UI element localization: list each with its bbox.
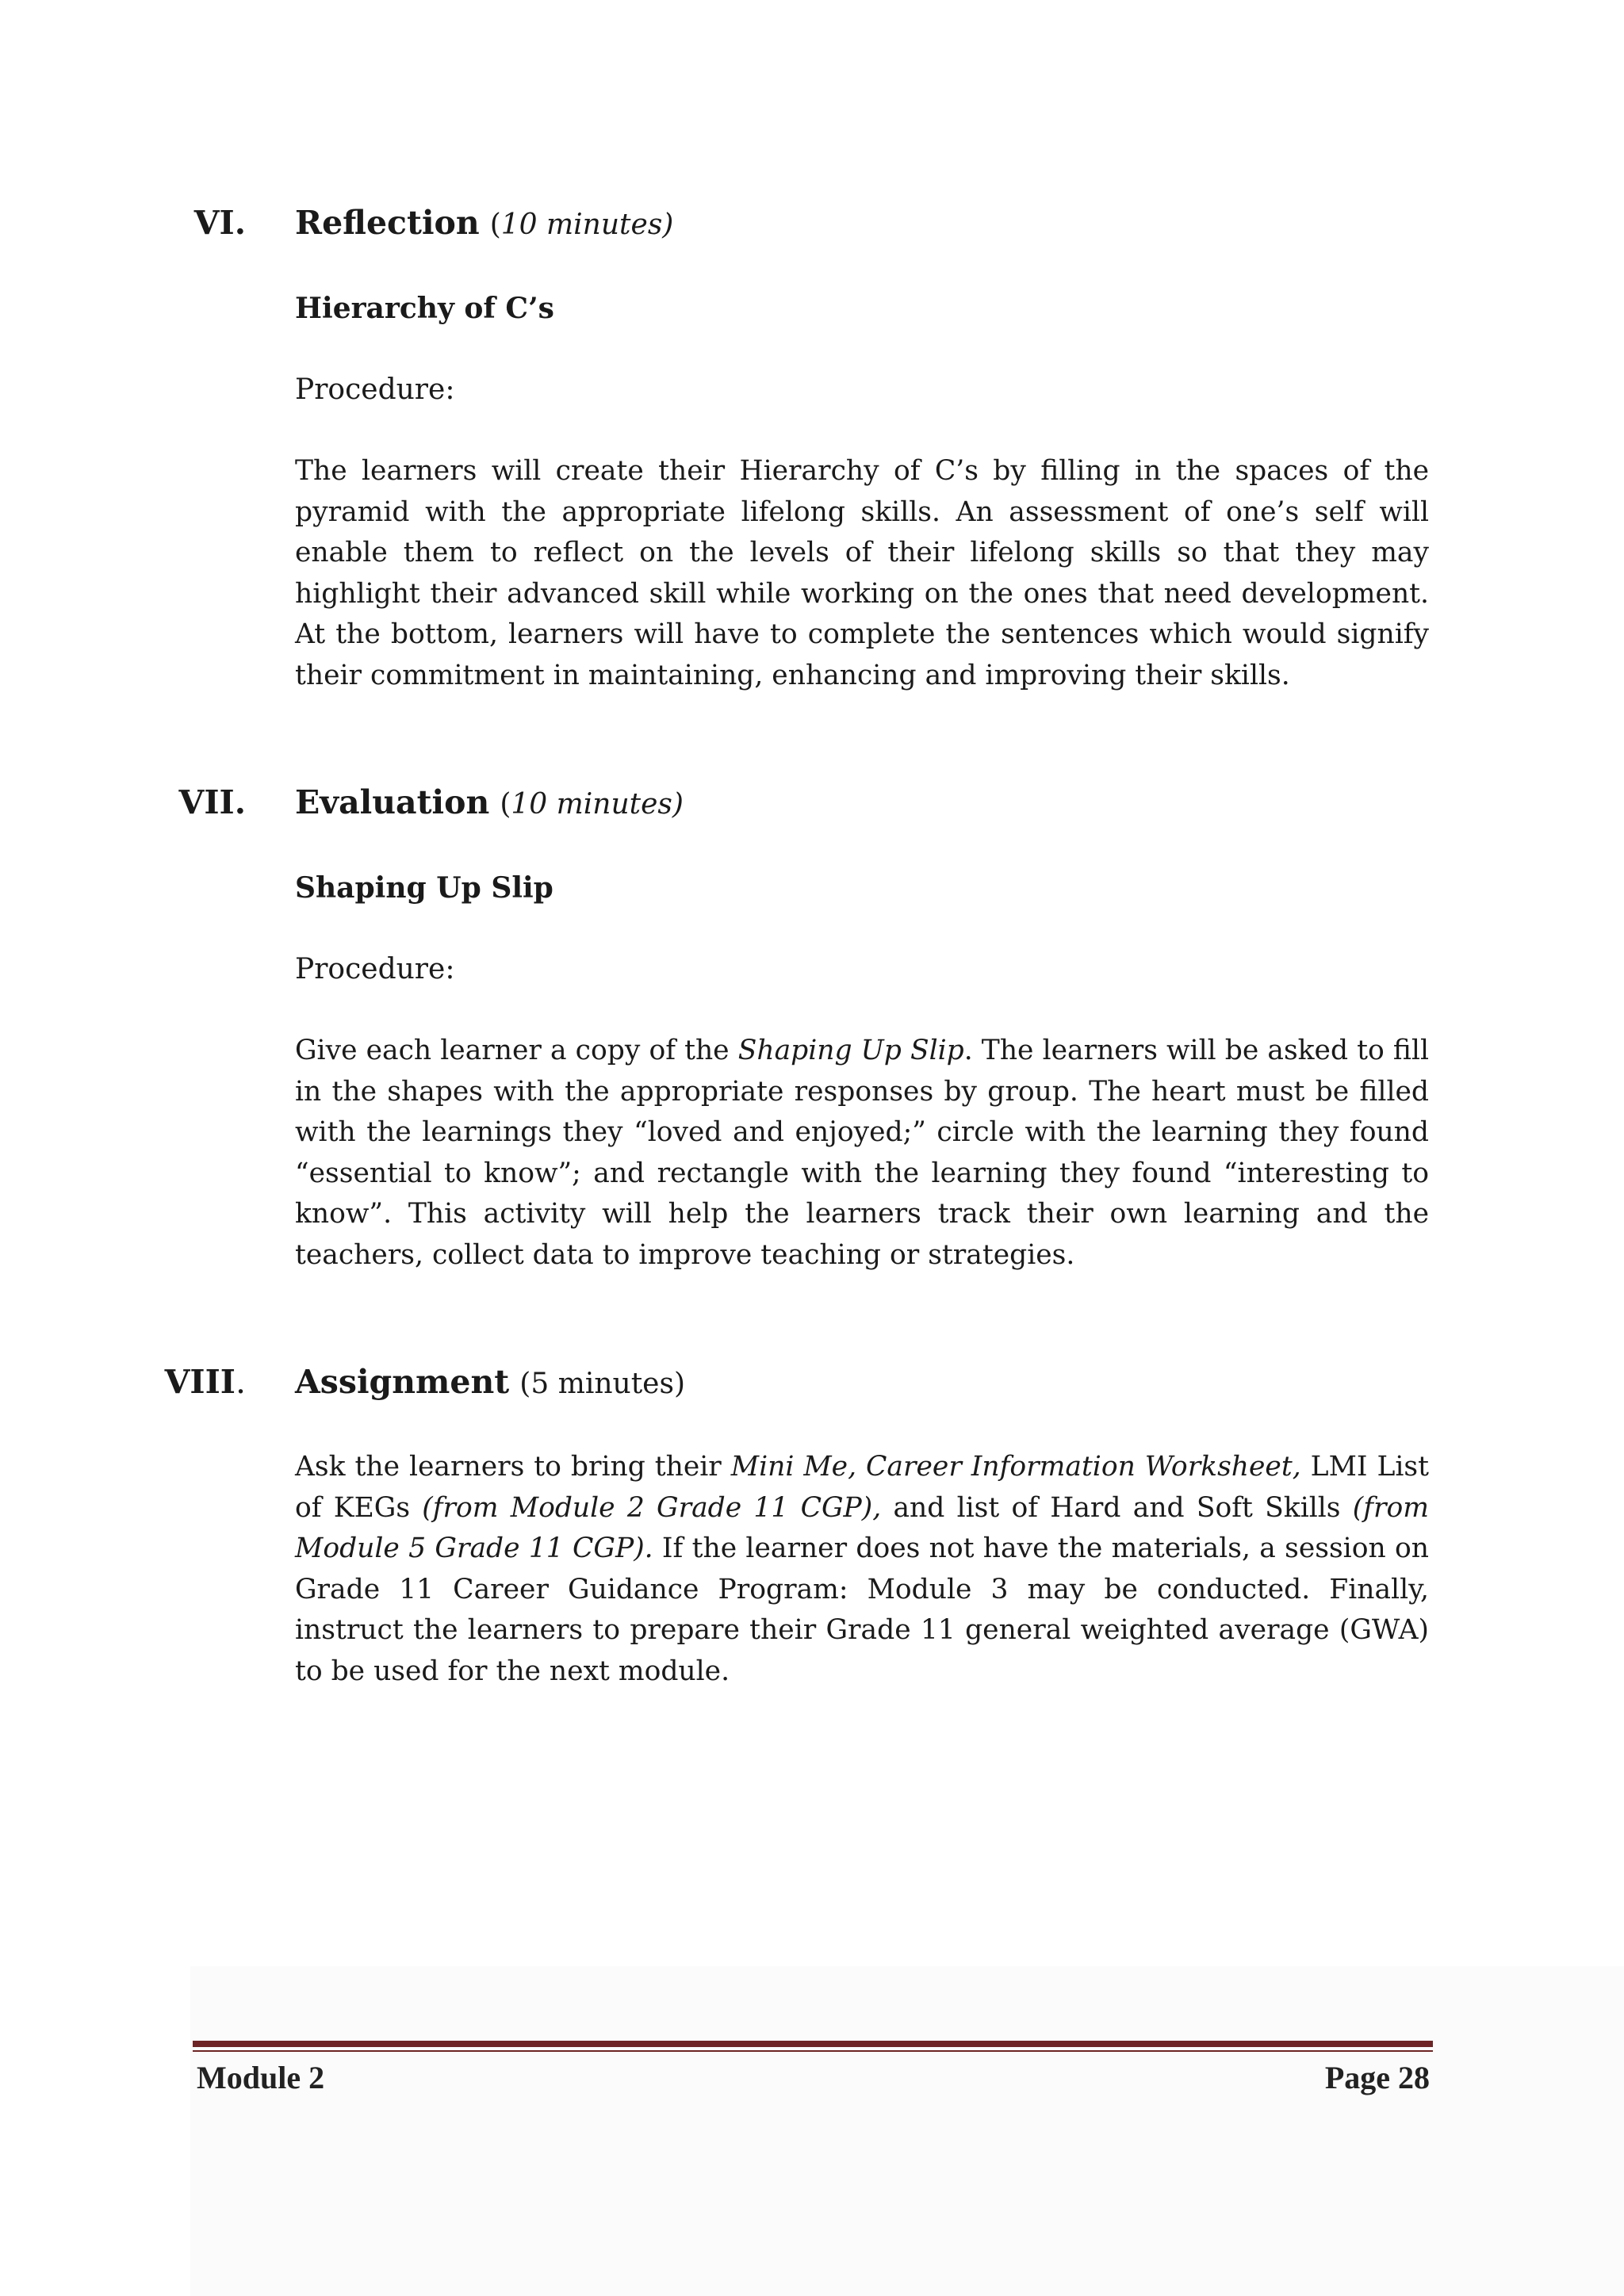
section-number-text: VIII [164, 1363, 236, 1401]
paragraph-reflection: The learners will create their Hierarchy of C’s by filling in the spaces of the pyramid with the appropriate lifelong skills. An assessment of one’s self will enable them to reflect on the levels of their lifelong skills so that they may highlight their advanced skill while working on the ones that need development. At the bottom, learners will have to complete the sentences which would signify their commitment in maintaining, enhancing and improving their skills. [295, 455, 1429, 691]
footer-page-number: Page 28 [1324, 2060, 1430, 2095]
section-heading [295, 201, 673, 247]
section-heading [295, 781, 684, 826]
text-run-italic: Shaping Up Slip [737, 1035, 964, 1066]
paragraph-assignment [295, 1447, 1429, 1693]
text-run: Give each learner a copy of the [295, 1035, 738, 1066]
section-number [0, 1360, 246, 1403]
text-run-italic: (from Module 5 Grade 11 CGP). [295, 1491, 1429, 1565]
section-title: Reflection [295, 204, 480, 242]
footer-rule-thick [193, 2041, 1433, 2047]
text-run: and list of Hard and Soft Skills [881, 1491, 1353, 1524]
section-title: Assignment [295, 1363, 510, 1401]
footer-module-label: Module 2 [197, 2060, 325, 2095]
section-time: (5 minutes) [519, 1368, 686, 1400]
section-number: VII. [178, 783, 246, 821]
text-run-italic: Mini Me, Career Information Worksheet, [730, 1451, 1301, 1483]
text-run: . The learners will be asked to fill in the shapes with the appropriate responses by group. The heart must be filled with the learnings they “loved and enjoyed;” circle with the learning they found “essential to know”; and rectangle with the learning they found “interesting to know”. This activity will help the learners track their own learning and the teachers, collect data to improve teaching or strategies. [295, 1035, 1429, 1271]
text-run: If the learner does not have the materials, a session on Grade 11 Career Guidance Program: Module 3 may be conducted. Finally, instruct the learners to prepare their Grade 11 general weighted average (GWA) to be used for the next module. [295, 1533, 1429, 1687]
section-number: VI. [193, 204, 246, 242]
subheading-hierarchy: Hierarchy of C’s [295, 292, 554, 325]
time-open-paren: ( [500, 788, 511, 821]
text-run: LMI List of KEGs [295, 1451, 1430, 1524]
footer-shade [190, 1966, 1624, 2296]
text-run: Ask the learners to bring their [295, 1451, 731, 1483]
section-title: Evaluation [295, 783, 490, 821]
procedure-label: Procedure: [295, 953, 455, 985]
time-value: 10 minutes) [500, 209, 674, 241]
time-value: 10 minutes) [511, 788, 684, 821]
paragraph-evaluation [295, 1031, 1429, 1276]
text-run-italic: (from Module 2 Grade 11 CGP), [422, 1491, 882, 1524]
section-time [490, 209, 674, 241]
time-open-paren: ( [489, 209, 501, 241]
section-time [500, 788, 684, 821]
section-number-suffix: . [235, 1363, 246, 1401]
section-heading [295, 1360, 685, 1406]
footer-rule-thin [193, 2050, 1433, 2052]
subheading-shaping-up-slip: Shaping Up Slip [295, 871, 553, 905]
procedure-label: Procedure: [295, 373, 455, 406]
